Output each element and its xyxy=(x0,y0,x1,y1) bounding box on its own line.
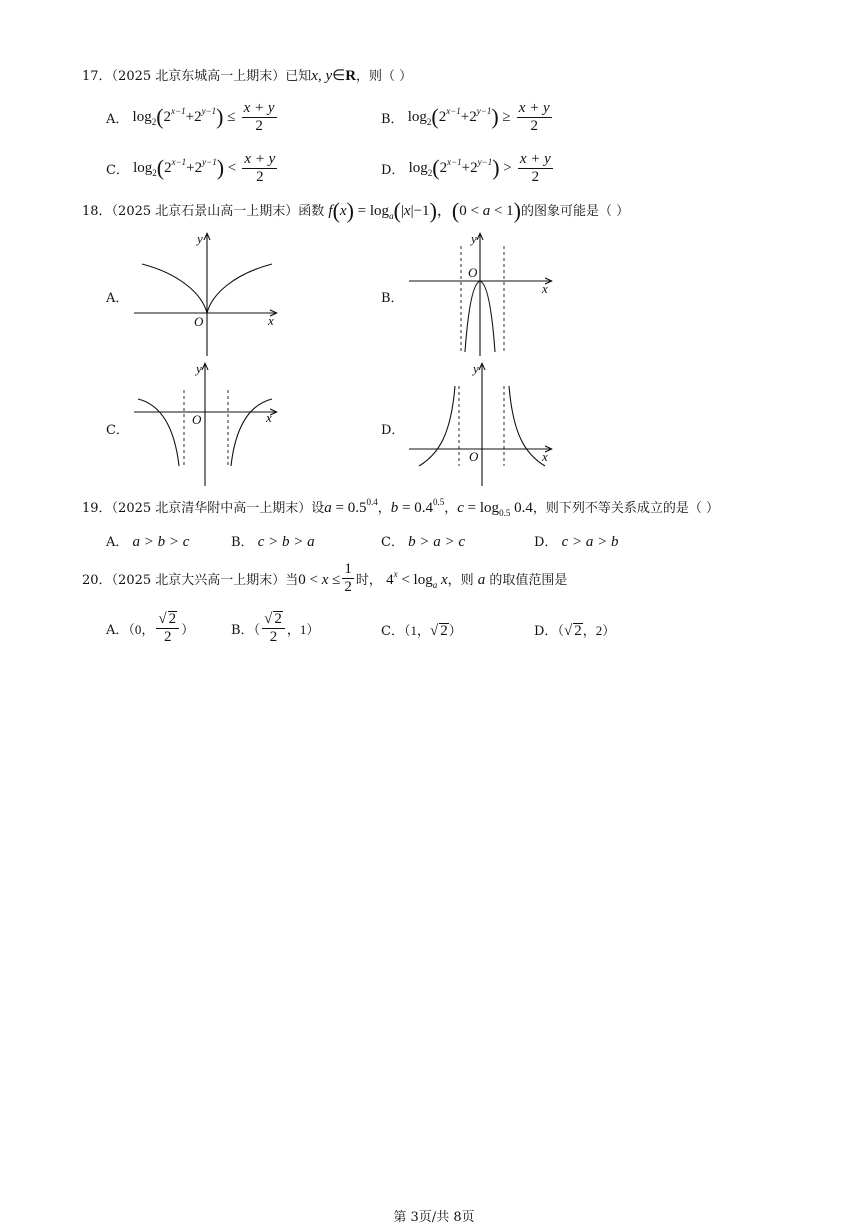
q18-graph-c xyxy=(130,362,280,488)
relation: > xyxy=(503,160,512,176)
range-var: x xyxy=(321,571,329,588)
q17-stem xyxy=(82,66,412,87)
abs-var: x xyxy=(403,203,411,219)
origin-label: O xyxy=(469,449,479,464)
q17-xy: x, y xyxy=(311,68,333,84)
minus-one: −1 xyxy=(413,203,430,219)
q19-stem xyxy=(82,498,719,519)
fraction: $\frac{x + y}{2}$ xyxy=(518,100,550,134)
q17-source: （2025 北京东城高一上期末） xyxy=(111,69,286,84)
x-axis-label: x xyxy=(266,410,272,425)
term: 2 xyxy=(194,109,202,125)
log-symbol: log xyxy=(133,160,153,176)
y-axis-label: y xyxy=(196,362,202,376)
q18-stem-post: 的图象可能是（ ） xyxy=(521,204,630,219)
term: 2 xyxy=(470,160,478,176)
term: 2 xyxy=(194,160,203,176)
fraction-half: $\frac{1}{2}$ xyxy=(344,561,352,595)
relation: ≤ xyxy=(227,109,236,125)
q17-option-b-label: B． xyxy=(381,112,404,127)
q18-number: 18． xyxy=(82,204,112,219)
exponent: y−1 xyxy=(477,157,493,167)
option-label: B． xyxy=(231,623,254,638)
option-label: B． xyxy=(231,535,254,550)
q19-option-c xyxy=(381,532,465,553)
q18-graph-b xyxy=(405,232,555,358)
log-symbol: = log xyxy=(357,203,390,219)
q17-option-b: B． $\log_2(2^{x-1}+2^{y-1})$ ≥ $\frac{x + y}{2}$ xyxy=(381,100,550,134)
exponent: y−1 xyxy=(201,106,217,116)
q20-stem-when: 当 xyxy=(285,572,299,588)
q17-stem-post: ，则（ ） xyxy=(356,69,413,84)
option-label: C． xyxy=(381,624,404,639)
y-axis-label: y xyxy=(197,232,203,246)
q19-stem-pre: 设 xyxy=(311,501,325,516)
q19-option-d xyxy=(534,532,618,553)
x-axis-label: x xyxy=(268,313,274,328)
q17-R: R xyxy=(345,68,357,84)
y-axis-label: y xyxy=(473,362,479,376)
term: 2 xyxy=(438,109,447,125)
term: 2 xyxy=(469,109,477,125)
curve-right xyxy=(207,264,272,313)
relation: ≥ xyxy=(502,109,511,125)
separator: ， xyxy=(377,501,391,516)
plus-sign: + xyxy=(185,109,195,125)
q17-option-c: C． $\log_2(2^{x-1}+2^{y-1})$ < $\frac{x + y}{2}$ xyxy=(106,151,276,185)
q20-stem-time: 时， xyxy=(355,572,382,588)
q17-option-d: D． $\log_2(2^{x-1}+2^{y-1})$ > $\frac{x + y}{2}$ xyxy=(381,151,551,185)
plus-sign: + xyxy=(461,160,471,176)
option-text: c > a > b xyxy=(561,534,619,550)
relation: < xyxy=(227,160,237,176)
log-symbol: log xyxy=(408,160,428,176)
b-value: = 0.4 xyxy=(402,500,433,516)
condition-var: a xyxy=(482,203,491,219)
option-label: C． xyxy=(381,535,404,550)
q19-number: 19． xyxy=(82,501,112,516)
q20-stem-post: 的取值范围是 xyxy=(489,572,568,588)
var-a: a xyxy=(477,571,486,588)
origin-label: O xyxy=(194,314,204,329)
q17-option-a-label: A． xyxy=(106,112,129,127)
option-label: A． xyxy=(106,535,129,550)
exponent: x−1 xyxy=(171,157,187,167)
log-base: 2 xyxy=(426,117,432,127)
log-base: a xyxy=(389,211,394,221)
option-text: a > b > c xyxy=(132,534,190,550)
q17-number: 17． xyxy=(82,69,112,84)
q20-option-b: B．（ $\frac{√ 2}{2}$ ，1） xyxy=(231,611,320,645)
log-base: 2 xyxy=(151,117,157,127)
x-axis-label: x xyxy=(542,281,548,296)
option-text: b > a > c xyxy=(408,534,465,550)
q18-stem: 18．（2025 北京石景山高一上期末）函数 $f(x) = \log_a(|x|-1)$，(0 < a < 1)的图象可能是（ ） xyxy=(82,198,630,223)
log-symbol: < log xyxy=(401,571,433,588)
term: 2 xyxy=(439,160,448,176)
option-label: D． xyxy=(534,535,558,550)
b-exponent: 0.5 xyxy=(432,497,445,507)
option-text: c > b > a xyxy=(257,534,315,550)
a-exponent: 0.4 xyxy=(366,497,378,507)
var-c: c xyxy=(457,500,464,516)
exponent: x−1 xyxy=(171,106,186,116)
fraction-sqrt2-over-2: $\frac{√ 2}{2}$ xyxy=(156,611,179,646)
q20-number: 20． xyxy=(82,572,112,588)
q20-option-c: C．（1，√ 2） xyxy=(381,623,462,639)
c-value: 0.4 xyxy=(514,500,533,516)
fraction: $\frac{x + y}{2}$ xyxy=(244,151,276,185)
option-label: A． xyxy=(106,623,129,638)
origin-label: O xyxy=(192,412,202,427)
q20-stem xyxy=(82,561,567,596)
q17-option-c-label: C． xyxy=(106,163,129,178)
plus-sign: + xyxy=(186,160,195,176)
q18-graph-d xyxy=(405,362,555,488)
log-base: 2 xyxy=(152,168,157,178)
function-name: f xyxy=(328,203,333,219)
function-arg: x xyxy=(339,203,347,219)
q20-stem-then: ，则 xyxy=(447,572,474,588)
q18-stem-pre: 函数 xyxy=(298,204,325,219)
curve-right xyxy=(509,386,545,466)
curve-left xyxy=(142,264,207,313)
range-pre: 0 < xyxy=(298,571,318,588)
fraction: $\frac{x + y}{2}$ xyxy=(519,151,551,185)
sqrt-icon: √ xyxy=(563,623,573,639)
exponent: x−1 xyxy=(446,106,461,116)
q18-graph-a xyxy=(130,232,280,358)
ineq-base: 4 xyxy=(386,571,394,588)
term: 2 xyxy=(163,109,172,125)
q19-option-b xyxy=(231,532,315,553)
q20-option-a: A．（0， $\frac{√ 2}{2}$ ） xyxy=(106,611,195,645)
sqrt-icon: √ xyxy=(158,611,167,627)
ineq-var: x xyxy=(440,571,448,588)
condition-post: < 1 xyxy=(493,203,514,219)
x-axis-label: x xyxy=(542,449,548,464)
page-footer: 第 3页/共 8页 xyxy=(393,1210,475,1225)
y-axis-label: y xyxy=(471,232,477,246)
exponent: y−1 xyxy=(476,106,492,116)
var-a: a xyxy=(324,500,332,516)
a-value: = 0.5 xyxy=(335,500,367,516)
q17-option-d-label: D． xyxy=(381,163,405,178)
sqrt-icon: √ xyxy=(264,611,273,627)
separator: ， xyxy=(444,501,458,516)
exponent: y−1 xyxy=(202,157,217,167)
fraction-sqrt2-over-2: $\frac{√ 2}{2}$ xyxy=(262,611,285,646)
q20-source: （2025 北京大兴高一上期末） xyxy=(111,572,286,588)
q20-option-d: D．（√ 2，2） xyxy=(534,623,616,639)
var-b: b xyxy=(390,500,399,516)
q19-stem-post: ，则下列不等关系成立的是（ ） xyxy=(532,501,719,516)
condition-pre: 0 < xyxy=(459,203,479,219)
origin-label: O xyxy=(468,265,478,280)
q17-stem-pre: 已知 xyxy=(285,69,312,84)
q18-option-b-label: B． xyxy=(381,291,404,306)
range-le: ≤ xyxy=(332,571,341,588)
q18-source: （2025 北京石景山高一上期末） xyxy=(111,204,299,219)
log-symbol: log xyxy=(132,109,152,125)
q18-option-c-label: C． xyxy=(106,423,129,438)
log-symbol: = log xyxy=(467,500,500,516)
q17-in: ∈ xyxy=(332,68,346,84)
q19-source: （2025 北京清华附中高一上期末） xyxy=(111,501,312,516)
option-label: D． xyxy=(534,624,558,639)
log-base: a xyxy=(432,579,438,590)
fraction: $\frac{x + y}{2}$ xyxy=(243,100,275,134)
plus-sign: + xyxy=(460,109,470,125)
log-base: 0.5 xyxy=(499,508,511,518)
log-symbol: log xyxy=(407,109,427,125)
q18-option-a-label: A． xyxy=(106,291,129,306)
q19-option-a xyxy=(106,532,189,553)
log-base: 2 xyxy=(427,168,433,178)
term: 2 xyxy=(164,160,172,176)
ineq-exp: x xyxy=(393,568,398,579)
q17-option-a: A． $\log_2(2^{x-1}+2^{y-1})$ ≤ $\frac{x + y}{2}$ xyxy=(106,100,275,134)
curve-left xyxy=(419,386,455,466)
curve-left xyxy=(138,399,179,466)
exponent: x−1 xyxy=(447,157,462,167)
q18-option-d-label: D． xyxy=(381,423,405,438)
sqrt-icon: √ xyxy=(429,623,439,639)
